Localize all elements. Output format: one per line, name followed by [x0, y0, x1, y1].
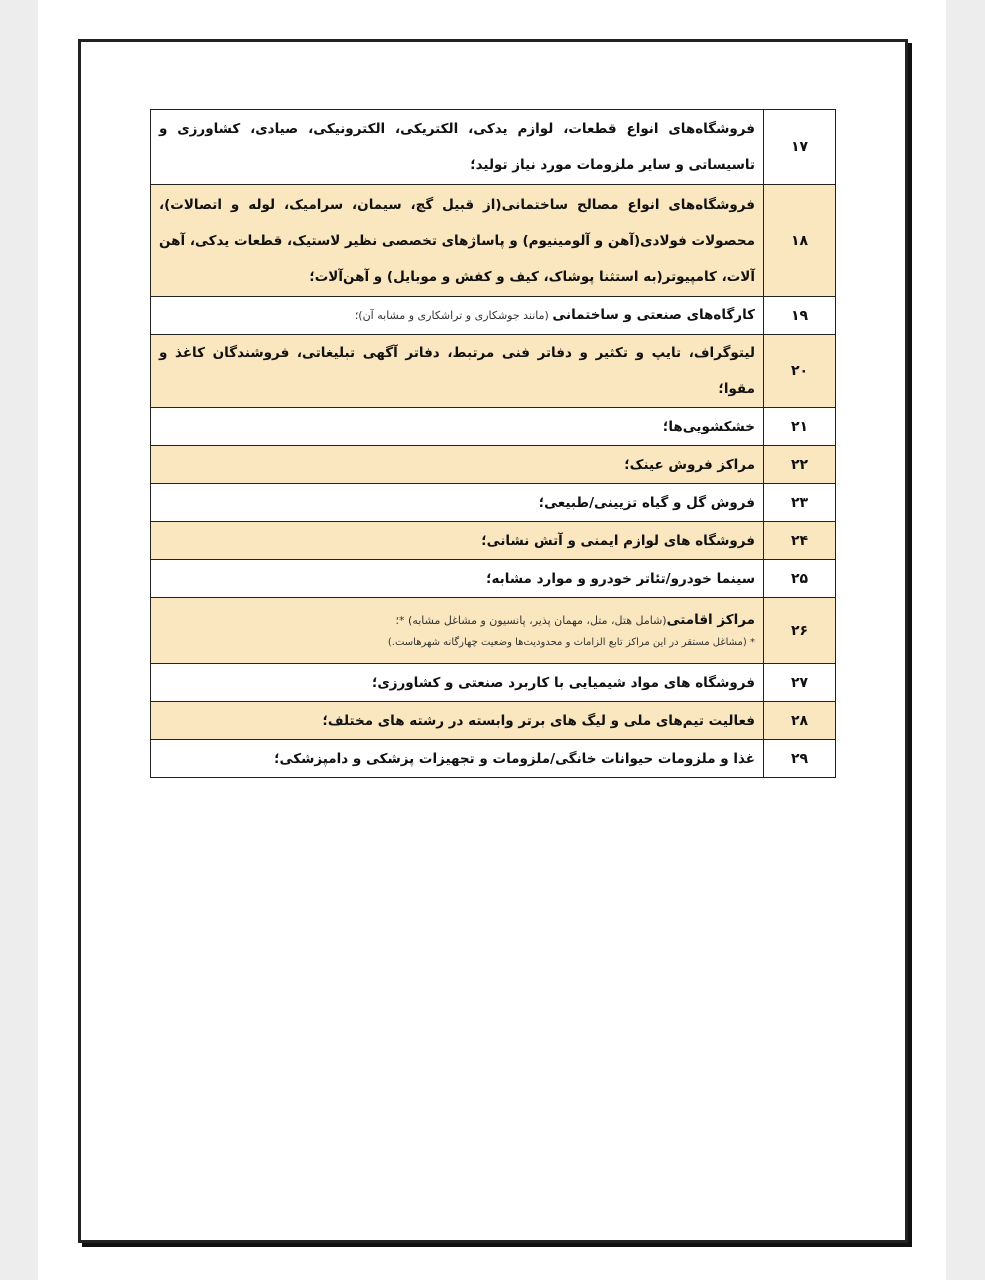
row-text: فروش گل و گیاه تزیینی/طبیعی؛ [151, 484, 764, 522]
row-number: ۲۶ [764, 598, 836, 664]
row-number: ۲۳ [764, 484, 836, 522]
row-text: خشکشویی‌ها؛ [151, 408, 764, 446]
table-row [151, 408, 836, 446]
row-number: ۲۰ [764, 335, 836, 408]
table-row [151, 446, 836, 484]
table-row [151, 740, 836, 778]
row-text: فروشگاه های لوازم ایمنی و آتش نشانی؛ [151, 522, 764, 560]
table-row [151, 185, 836, 297]
row-text: غذا و ملزومات حیوانات خانگی/ملزومات و تجهیزات پزشکی و دامپزشکی؛ [151, 740, 764, 778]
row-text-cell [151, 598, 764, 664]
row-text: مراکز فروش عینک؛ [151, 446, 764, 484]
table-row [151, 522, 836, 560]
row-number: ۲۱ [764, 408, 836, 446]
activities-table [150, 109, 836, 778]
row-number: ۱۷ [764, 110, 836, 185]
table-row [151, 110, 836, 185]
row-number: ۲۴ [764, 522, 836, 560]
table-row [151, 598, 836, 664]
row-footnote: * (مشاغل مستقر در این مراکز تابع الزامات و محدودیت‌ها وضعیت چهارگانه شهرهاست.) [387, 637, 755, 648]
row-text: سینما خودرو/تئاتر خودرو و موارد مشابه؛ [151, 560, 764, 598]
row-text: کارگاه‌های صنعتی و ساختمانی [552, 307, 755, 323]
row-text: فروشگاه‌های انواع مصالح ساختمانی(از قبیل گچ، سیمان، سرامیک، لوله و اتصالات)، محصولات فولادی(آهن و آلومینیوم) و پاساژهای تخصصی نظیر لاستیک، قطعات یدکی، آهن آلات، کامپیوتر(به استثنا پوشاک، کیف و کفش و موبایل) و آهن‌آلات؛ [151, 185, 764, 297]
row-number: ۲۷ [764, 664, 836, 702]
row-number: ۲۸ [764, 702, 836, 740]
row-note: (شامل هتل، متل، مهمان پذیر، پانسیون و مشاغل مشابه) *؛ [395, 614, 667, 627]
table-row [151, 297, 836, 335]
row-text: مراکز اقامتی [666, 612, 755, 628]
row-text: فروشگاه‌های انواع قطعات، لوازم یدکی، الکتریکی، الکترونیکی، صیادی، کشاورزی و تاسیساتی و سایر ملزومات مورد نیاز تولید؛ [151, 110, 764, 185]
row-text-cell [151, 297, 764, 335]
row-number: ۲۵ [764, 560, 836, 598]
table-row [151, 702, 836, 740]
table-row [151, 484, 836, 522]
row-number: ۱۹ [764, 297, 836, 335]
row-number: ۲۲ [764, 446, 836, 484]
row-text: فروشگاه های مواد شیمیایی با کاربرد صنعتی و کشاورزی؛ [151, 664, 764, 702]
row-text: لیتوگراف، تایپ و تکثیر و دفاتر فنی مرتبط، دفاتر آگهی تبلیغاتی، فروشندگان کاغذ و مقوا؛ [151, 335, 764, 408]
table-row [151, 664, 836, 702]
row-number: ۲۹ [764, 740, 836, 778]
table-row [151, 560, 836, 598]
row-note: (مانند جوشکاری و تراشکاری و مشابه آن)؛ [354, 309, 553, 322]
row-text: فعالیت تیم‌های ملی و لیگ های برتر وابسته در رشته های مختلف؛ [151, 702, 764, 740]
row-number: ۱۸ [764, 185, 836, 297]
table-row [151, 335, 836, 408]
